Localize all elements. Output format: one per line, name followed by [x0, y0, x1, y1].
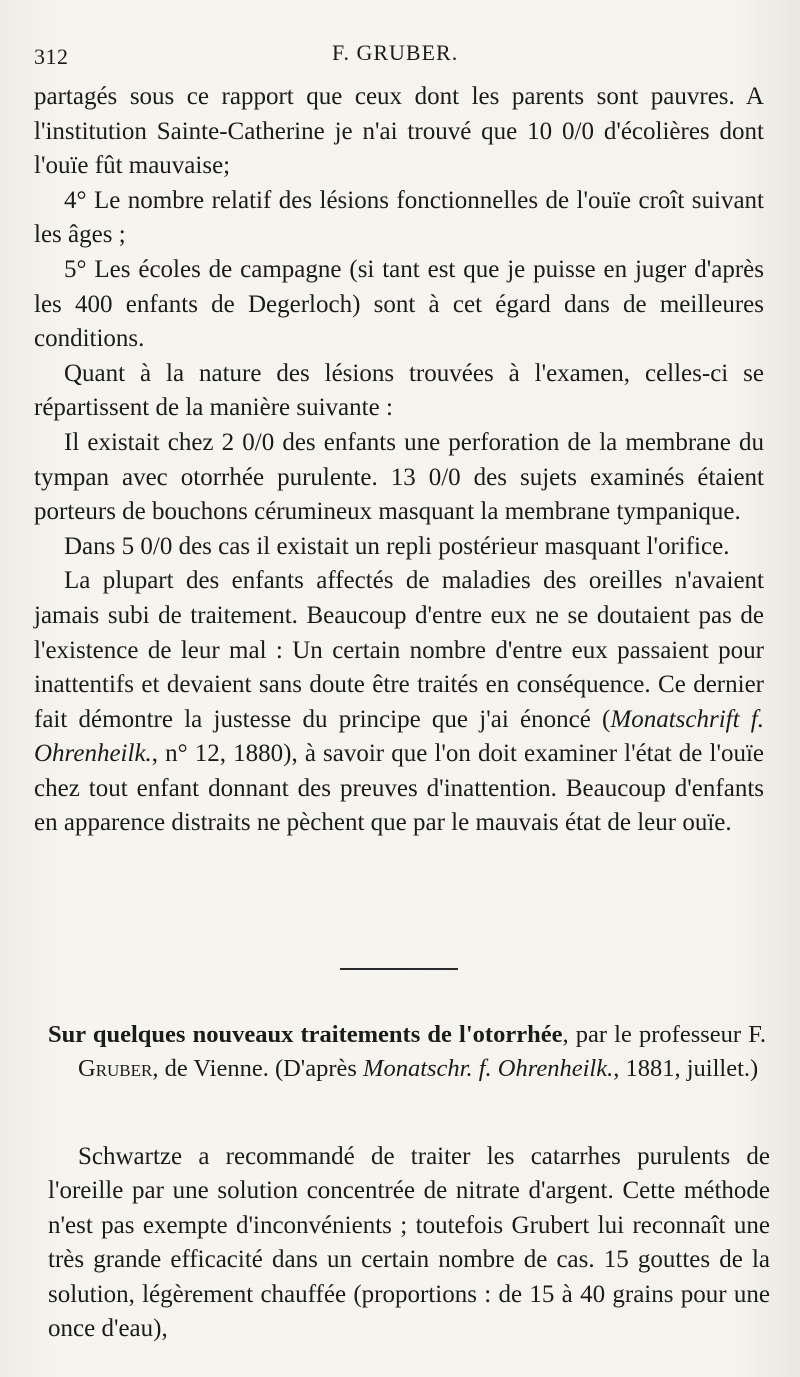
- citation: Monatschrift f. Ohrenheilk.: [34, 705, 764, 768]
- paragraph: Il existait chez 2 0/0 des enfants une perforation de la membrane du tympan avec otorrhée purulente. 13 0/0 des sujets examinés étaient porteurs de bouchons cérumineux masquant la membrane tympanique.: [34, 428, 764, 526]
- paragraph: [34, 564, 764, 841]
- paragraph-text: , n° 12, 1880), à savoir que l'on doit examiner l'état de l'ouïe chez tout enfant donnant des preuves d'inattention. Beaucoup d'enfants en apparence distraits ne pèchent que par le mauvais état de leur ouïe.: [34, 740, 764, 837]
- paragraph: 5° Les écoles de campagne (si tant est que je puisse en juger d'après les 400 enfants de Degerloch) sont à cet égard dans de meilleures conditions.: [34, 255, 764, 353]
- paragraph: 4° Le nombre relatif des lésions fonctionnelles de l'ouïe croît suivant les âges ;: [34, 186, 764, 249]
- paragraph: Quant à la nature des lésions trouvées à l'examen, celles-ci se répartissent de la manière suivante :: [34, 359, 764, 422]
- author-city: , de Vienne. (D'après: [152, 1055, 364, 1082]
- source-date: , 1881, juillet.): [613, 1055, 759, 1082]
- author-name: Gruber: [78, 1055, 153, 1082]
- page-header: [34, 40, 764, 72]
- main-text: [34, 80, 764, 841]
- paragraph: partagés sous ce rapport que ceux dont les parents sont pauvres. A l'institution Sainte-Catherine je n'ai trouvé que 10 0/0 d'écolières dont l'ouïe fût mauvaise;: [34, 83, 764, 180]
- paragraph: Schwartze a recommandé de traiter les catarrhes purulents de l'oreille par une solution concentrée de nitrate d'argent. Cette méthode n'est pas exempte d'inconvénients ; toutefois Grubert lui reconnaît une très grande efficacité dans un certain nombre de cas. 15 gouttes de la solution, légèrement chauffée (proportions : de 15 à 40 grains pour une once d'eau),: [48, 1143, 770, 1343]
- paragraph-text: La plupart des enfants affectés de maladies des oreilles n'avaient jamais subi de traitement. Beaucoup d'entre eux ne se doutaient pas de l'existence de leur mal : Un certain nombre d'entre eux passaient pour inattentifs et devaient sans doute être traités en conséquence. Ce dernier fait démontre la justesse du principe que j'ai énoncé (: [34, 567, 764, 733]
- article-heading: [48, 1018, 766, 1086]
- page-number: 312: [34, 44, 69, 69]
- section-divider: [340, 968, 458, 970]
- paragraph: Dans 5 0/0 des cas il existait un repli postérieur masquant l'orifice.: [64, 532, 730, 560]
- article-heading-text: [48, 1018, 766, 1086]
- article-body: [48, 1140, 770, 1346]
- article-byline: , par le professeur F.: [562, 1021, 766, 1048]
- source-journal: Monatschr. f. Ohrenheilk.: [363, 1055, 614, 1082]
- article-title: Sur quelques nouveaux traitements de l'otorrhée: [48, 1021, 563, 1048]
- running-title: F. GRUBER.: [332, 40, 459, 65]
